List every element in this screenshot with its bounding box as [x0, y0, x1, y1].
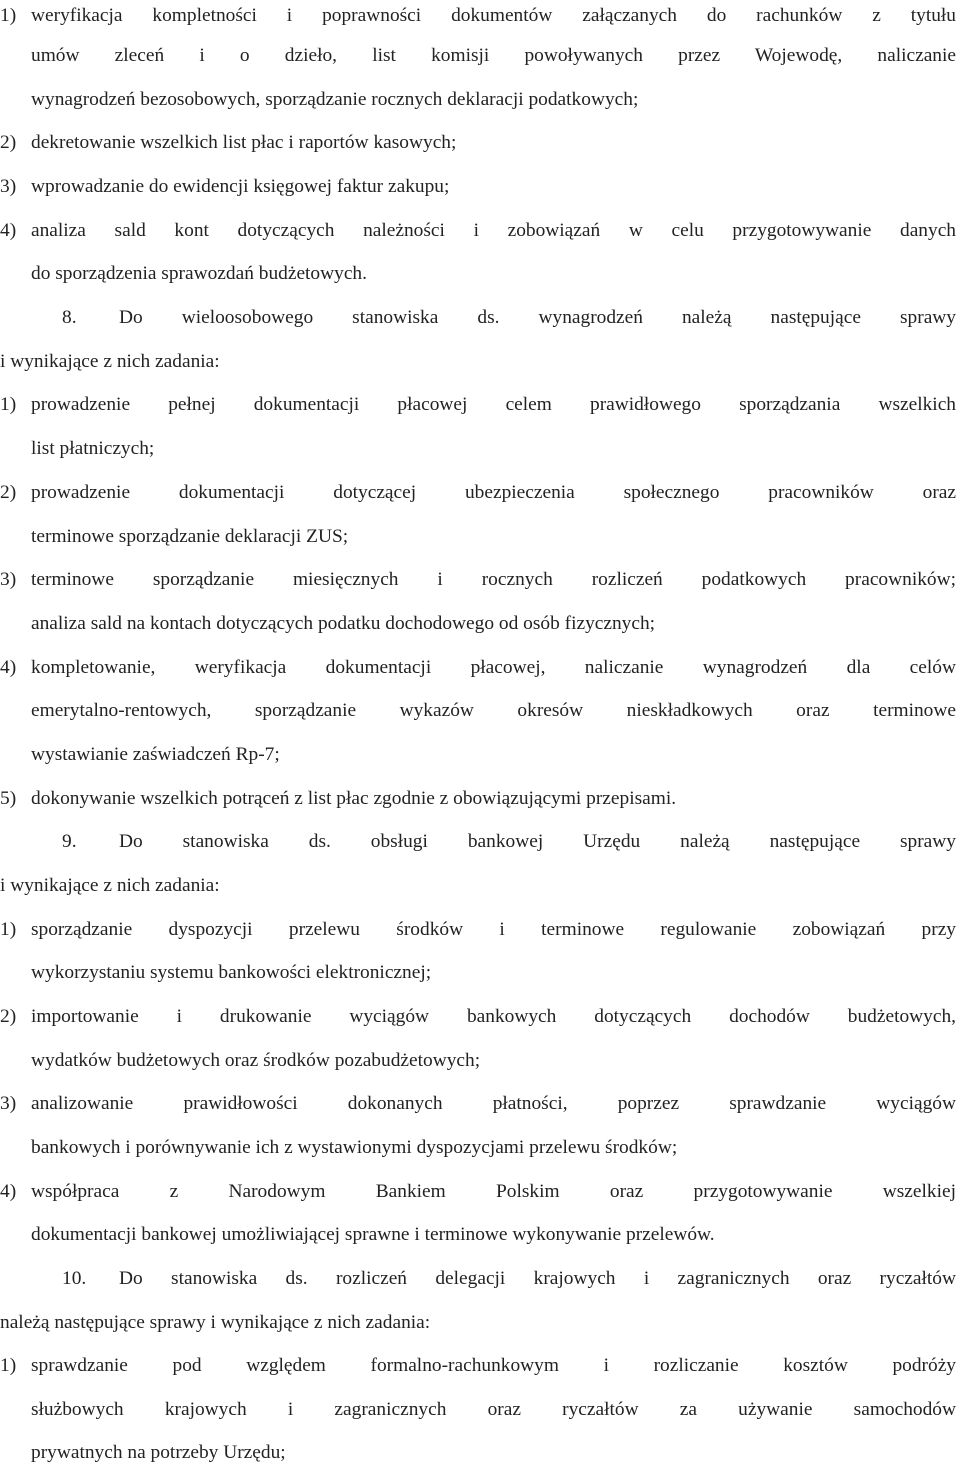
list-item — [0, 652, 956, 684]
item-text: prowadzenie dokumentacji dotyczącej ubezpieczenia społecznego pracowników oraz — [31, 482, 956, 503]
section-heading — [0, 826, 956, 858]
list-item-continuation: analiza sald na kontach dotyczących podatku dochodowego od osób fizycznych; — [31, 613, 656, 634]
list-item — [0, 389, 956, 421]
item-text: prowadzenie pełnej dokumentacji płacowej celem prawidłowego sporządzania wszelkich — [31, 394, 956, 415]
section-heading — [0, 1263, 956, 1295]
list-item — [0, 1350, 956, 1382]
list-item — [0, 914, 956, 946]
list-item-continuation: dokumentacji bankowej umożliwiającej sprawne i terminowe wykonywanie przelewów. — [31, 1224, 715, 1245]
list-item — [0, 171, 956, 203]
item-number: 5) — [0, 788, 17, 809]
list-item — [0, 215, 956, 247]
item-text: terminowe sporządzanie miesięcznych i rocznych rozliczeń podatkowych pracowników; — [31, 569, 956, 590]
list-item — [0, 564, 956, 596]
list-item-continuation: wydatków budżetowych oraz środków pozabudżetowych; — [31, 1050, 481, 1071]
item-text: analizowanie prawidłowości dokonanych płatności, poprzez sprawdzanie wyciągów — [31, 1093, 956, 1114]
item-text: weryfikacja kompletności i poprawności dokumentów załączanych do rachunków z tytułu — [31, 5, 956, 26]
list-item-continuation: wystawianie zaświadczeń Rp-7; — [31, 744, 280, 765]
item-number: 1) — [0, 394, 17, 415]
item-number: 1) — [0, 5, 17, 26]
section-heading-continuation: i wynikające z nich zadania: — [0, 875, 220, 896]
section-heading-continuation: należą następujące sprawy i wynikające z nich zadania: — [0, 1312, 431, 1333]
item-number: 2) — [0, 1006, 17, 1027]
section-text: Do stanowiska ds. obsługi bankowej Urzędu należą następujące sprawy — [119, 831, 956, 852]
section-number: 8. — [62, 307, 77, 328]
item-number: 4) — [0, 657, 17, 678]
list-item-continuation: wynagrodzeń bezosobowych, sporządzanie rocznych deklaracji podatkowych; — [31, 89, 639, 110]
section-text: Do stanowiska ds. rozliczeń delegacji krajowych i zagranicznych oraz ryczałtów — [119, 1268, 956, 1289]
section-heading-continuation: i wynikające z nich zadania: — [0, 351, 220, 372]
list-item-continuation: służbowych krajowych i zagranicznych oraz ryczałtów za używanie samochodów — [31, 1399, 956, 1420]
list-item — [0, 127, 956, 159]
list-item — [0, 477, 956, 509]
list-item-continuation: list płatniczych; — [31, 438, 155, 459]
item-number: 3) — [0, 1093, 17, 1114]
item-number: 2) — [0, 482, 17, 503]
item-number: 2) — [0, 132, 17, 153]
list-item — [0, 783, 956, 815]
item-number: 1) — [0, 919, 17, 940]
item-text: dekretowanie wszelkich list płac i raportów kasowych; — [31, 132, 457, 153]
item-text: dokonywanie wszelkich potrąceń z list płac zgodnie z obowiązującymi przepisami. — [31, 788, 677, 809]
item-text: współpraca z Narodowym Bankiem Polskim oraz przygotowywanie wszelkiej — [31, 1181, 956, 1202]
item-text: sporządzanie dyspozycji przelewu środków i terminowe regulowanie zobowiązań przy — [31, 919, 956, 940]
item-number: 4) — [0, 220, 17, 241]
section-number: 10. — [62, 1268, 87, 1289]
item-text: importowanie i drukowanie wyciągów bankowych dotyczących dochodów budżetowych, — [31, 1006, 956, 1027]
section-heading — [0, 302, 956, 334]
item-number: 3) — [0, 176, 17, 197]
list-item-continuation: terminowe sporządzanie deklaracji ZUS; — [31, 526, 349, 547]
section-number: 9. — [62, 831, 77, 852]
item-number: 1) — [0, 1355, 17, 1376]
list-item-continuation: prywatnych na potrzeby Urzędu; — [31, 1442, 286, 1463]
list-item-continuation: do sporządzenia sprawozdań budżetowych. — [31, 263, 367, 284]
list-item-continuation: wykorzystaniu systemu bankowości elektronicznej; — [31, 962, 432, 983]
item-text: sprawdzanie pod względem formalno-rachunkowym i rozliczanie kosztów podróży — [31, 1355, 956, 1376]
item-text: kompletowanie, weryfikacja dokumentacji płacowej, naliczanie wynagrodzeń dla celów — [31, 657, 956, 678]
list-item-continuation: umów zleceń i o dzieło, list komisji powoływanych przez Wojewodę, naliczanie — [31, 45, 956, 66]
list-item — [0, 1001, 956, 1033]
list-item — [0, 1088, 956, 1120]
item-text: analiza sald kont dotyczących należności i zobowiązań w celu przygotowywanie danych — [31, 220, 956, 241]
list-item-continuation: emerytalno-rentowych, sporządzanie wykazów okresów nieskładkowych oraz terminowe — [31, 700, 956, 721]
item-text: wprowadzanie do ewidencji księgowej faktur zakupu; — [31, 176, 450, 197]
item-number: 3) — [0, 569, 17, 590]
list-item — [0, 0, 956, 32]
list-item-continuation: bankowych i porównywanie ich z wystawionymi dyspozycjami przelewu środków; — [31, 1137, 678, 1158]
list-item — [0, 1176, 956, 1208]
section-text: Do wieloosobowego stanowiska ds. wynagrodzeń należą następujące sprawy — [119, 307, 956, 328]
item-number: 4) — [0, 1181, 17, 1202]
